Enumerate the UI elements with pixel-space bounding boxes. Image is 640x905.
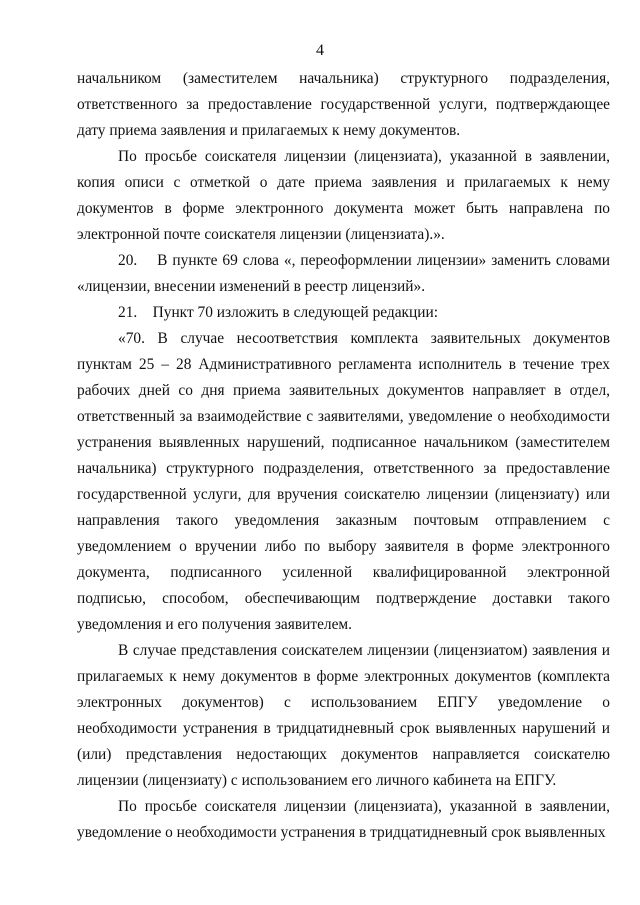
- paragraph-continuation: начальником (заместителем начальника) структурного подразделения, ответственного за предоставление государственной услуги, подтверждающее дату приема заявления и прилагаемых к нему документов.: [77, 70, 610, 139]
- paragraph-item-20: 20. В пункте 69 слова «, переоформлении лицензии» заменить словами «лицензии, внесении изменений в реестр лицензий».: [77, 252, 610, 295]
- paragraph-request-notice: По просьбе соискателя лицензии (лицензиата), указанной в заявлении, уведомление о необходимости устранения в тридцатидневный срок выявленных: [77, 798, 610, 841]
- document-body: [77, 66, 610, 846]
- page-number: 4: [316, 42, 324, 59]
- paragraph-epgu-notice: В случае представления соискателем лицензии (лицензиатом) заявления и прилагаемых к нему документов в форме электронных документов (комплекта электронных документов) с использованием ЕПГУ уведомление о необходимости устранения в тридцатидневный срок выявленных нарушений и (или) представления недостающих документов направляется соискателю лицензии (лицензиату) с использованием его личного кабинета на ЕПГУ.: [77, 642, 610, 789]
- paragraph-clause-70: «70. В случае несоответствия комплекта заявительных документов пунктам 25 – 28 Административного регламента исполнитель в течение трех рабочих дней со дня приема заявительных документов направляет в отдел, ответственный за взаимодействие с заявителями, уведомление о необходимости устранения выявленных нарушений, подписанное начальником (заместителем начальника) структурного подразделения, ответственного за предоставление государственной услуги, для вручения соискателю лицензии (лицензиату) или направления такого уведомления заказным почтовым отправлением с уведомлением о вручении либо по выбору заявителя в форме электронного документа, подписанного усиленной квалифицированной электронной подписью, способом, обеспечивающим подтверждение доставки такого уведомления и его получения заявителем.: [77, 330, 610, 633]
- paragraph-item-21: 21. Пункт 70 изложить в следующей редакции:: [118, 304, 439, 321]
- paragraph-email-copy: По просьбе соискателя лицензии (лицензиата), указанной в заявлении, копия описи с отметкой о дате приема заявления и прилагаемых к нему документов в форме электронного документа может быть направлена по электронной почте соискателя лицензии (лицензиата).».: [77, 148, 610, 243]
